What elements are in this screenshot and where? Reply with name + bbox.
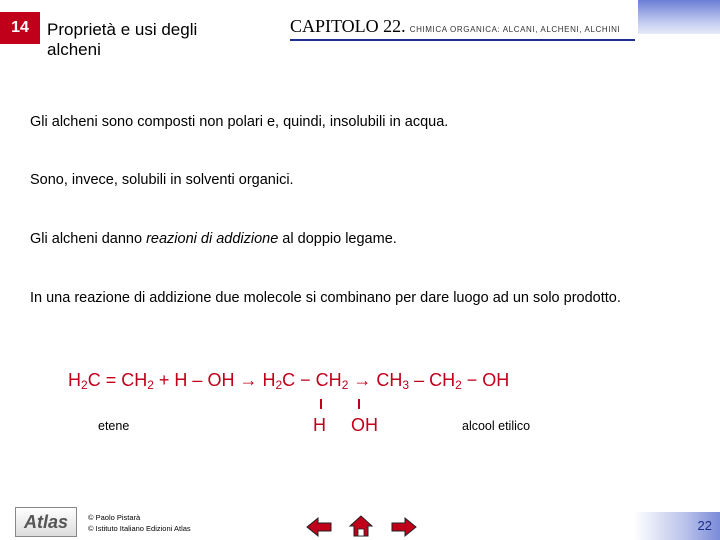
intermediate-chain: C − CH	[282, 370, 342, 390]
paragraph-3	[30, 231, 397, 247]
reactant-c: C	[87, 370, 101, 390]
slide-title: Proprietà e usi degli alcheni	[47, 20, 198, 59]
forward-arrow-icon[interactable]	[390, 516, 418, 538]
bond-line-h	[320, 399, 322, 409]
corner-decoration	[638, 0, 720, 34]
chapter-heading	[290, 16, 620, 37]
chapter-number: CAPITOLO 22.	[290, 16, 406, 36]
reactant-h: H	[68, 370, 81, 390]
label-etene: etene	[98, 419, 130, 433]
back-arrow-icon[interactable]	[305, 516, 333, 538]
substituent-oh: OH	[351, 415, 378, 435]
paragraph-1: Gli alcheni sono composti non polari e, quindi, insolubili in acqua.	[30, 114, 449, 130]
paragraph-4: In una reazione di addizione due molecole si combinano per dare luogo ad un solo prodotto.	[30, 290, 621, 306]
water-reactant: + H – OH	[158, 370, 235, 390]
reaction-arrow-1: →	[239, 370, 258, 390]
chapter-subtitle: CHIMICA ORGANICA: ALCANI, ALCHENI, ALCHINI	[409, 25, 621, 34]
page-number: 22	[634, 512, 720, 540]
product-mid: – CH	[409, 370, 456, 390]
header-divider	[290, 39, 635, 41]
copyright-author: © Paolo Pistarà	[88, 513, 141, 522]
paragraph-2: Sono, invece, solubili in solventi organici.	[30, 172, 294, 188]
paragraph-3-end: al doppio legame.	[278, 231, 397, 247]
slide-number-badge: 14	[0, 12, 40, 44]
paragraph-3-start: Gli alcheni danno	[30, 231, 147, 247]
product-oh: − OH	[461, 370, 510, 390]
product-ch: CH	[376, 370, 403, 390]
reactant-double-bond: = CH	[105, 370, 148, 390]
copyright	[88, 512, 191, 534]
sub-2e: 2	[455, 378, 462, 392]
home-icon[interactable]	[348, 514, 374, 538]
bond-line-oh	[358, 399, 360, 409]
sub-2c: 2	[275, 378, 283, 392]
label-alcool-etilico: alcool etilico	[462, 419, 531, 433]
sub-2a: 2	[81, 378, 88, 392]
reaction-arrow-2: →	[353, 370, 372, 390]
sub-2b: 2	[147, 378, 154, 392]
substituent-h: H	[313, 415, 326, 435]
intermediate-h: H	[262, 370, 276, 390]
sub-3: 3	[402, 378, 410, 392]
atlas-logo: Atlas	[15, 507, 77, 537]
copyright-publisher: © Istituto Italiano Edizioni Atlas	[88, 524, 191, 533]
paragraph-3-emphasis: reazioni di addizione	[146, 231, 279, 247]
sub-2d: 2	[341, 378, 349, 392]
reaction-equation	[68, 370, 509, 391]
